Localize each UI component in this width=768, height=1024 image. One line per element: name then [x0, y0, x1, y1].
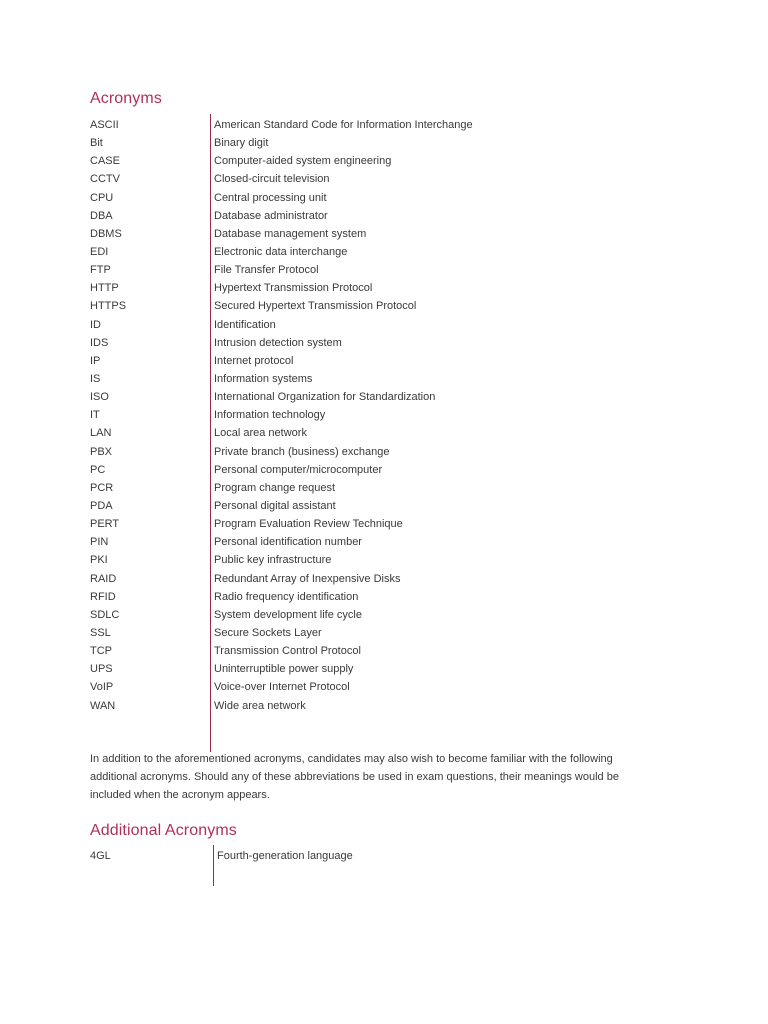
- acronym-abbreviation: CASE: [90, 155, 120, 168]
- acronym-definition: Information technology: [214, 409, 326, 422]
- acronym-row: [90, 847, 650, 865]
- acronyms-heading: Acronyms: [90, 90, 162, 107]
- acronym-definition: Closed-circuit television: [214, 173, 330, 186]
- acronym-definition: Database management system: [214, 227, 367, 240]
- acronym-definition: Database administrator: [214, 209, 328, 222]
- acronym-row: [90, 297, 650, 315]
- acronym-abbreviation: PC: [90, 463, 106, 476]
- acronym-row: [90, 624, 650, 642]
- additional-acronyms-table: [90, 847, 650, 865]
- acronym-row: [90, 170, 650, 188]
- acronym-definition: Program change request: [214, 481, 336, 494]
- acronyms-table: [90, 116, 650, 715]
- acronym-definition: Voice-over Internet Protocol: [214, 681, 350, 694]
- acronym-definition: Electronic data interchange: [214, 245, 348, 258]
- acronym-definition: Internet protocol: [214, 354, 294, 367]
- acronym-row: [90, 189, 650, 207]
- acronym-definition: Wide area network: [214, 699, 306, 712]
- acronym-definition: Fourth-generation language: [217, 850, 353, 862]
- acronym-abbreviation: EDI: [90, 245, 109, 258]
- additional-acronyms-intro-paragraph: In addition to the aforementioned acronyms, candidates may also wish to become familiar with the following additional acronyms. Should any of these abbreviations be used in exam questions, their meanings would be included when the acronym appears.: [90, 753, 619, 802]
- acronym-abbreviation: UPS: [90, 663, 113, 676]
- acronym-abbreviation: IT: [90, 409, 100, 422]
- acronym-abbreviation: IP: [90, 354, 101, 367]
- acronym-abbreviation: SSL: [90, 626, 111, 639]
- acronym-definition: American Standard Code for Information Interchange: [214, 119, 473, 131]
- acronym-definition: Personal identification number: [214, 536, 362, 549]
- acronym-row: [90, 551, 650, 569]
- acronym-abbreviation: LAN: [90, 427, 112, 440]
- acronym-abbreviation: ID: [90, 318, 101, 331]
- acronym-definition: Program Evaluation Review Technique: [214, 518, 403, 531]
- acronym-row: [90, 479, 650, 497]
- acronym-row: [90, 243, 650, 261]
- acronym-row: [90, 207, 650, 225]
- acronym-row: [90, 497, 650, 515]
- acronym-definition: File Transfer Protocol: [214, 264, 319, 277]
- additional-acronyms-heading: Additional Acronyms: [90, 822, 237, 839]
- acronym-definition: System development life cycle: [214, 608, 362, 621]
- acronym-row: [90, 642, 650, 660]
- acronym-definition: Identification: [214, 318, 276, 331]
- acronym-definition: Redundant Array of Inexpensive Disks: [214, 572, 401, 585]
- acronym-row: [90, 388, 650, 406]
- acronym-definition: Computer-aided system engineering: [214, 155, 392, 168]
- acronym-row: [90, 570, 650, 588]
- acronym-abbreviation: RAID: [90, 572, 117, 585]
- acronym-abbreviation: RFID: [90, 590, 116, 603]
- acronym-definition: Central processing unit: [214, 191, 327, 204]
- acronym-row: [90, 443, 650, 461]
- acronym-row: [90, 134, 650, 152]
- acronym-abbreviation: TCP: [90, 645, 112, 658]
- acronym-row: [90, 152, 650, 170]
- acronym-abbreviation: CCTV: [90, 173, 120, 186]
- acronym-abbreviation: PCR: [90, 481, 114, 494]
- acronym-row: [90, 678, 650, 696]
- acronym-row: [90, 697, 650, 715]
- acronym-abbreviation: HTTP: [90, 282, 119, 295]
- acronym-definition: Secured Hypertext Transmission Protocol: [214, 300, 417, 313]
- acronym-row: [90, 225, 650, 243]
- acronym-abbreviation: FTP: [90, 264, 111, 277]
- acronym-definition: Radio frequency identification: [214, 590, 359, 603]
- acronym-abbreviation: Bit: [90, 137, 103, 150]
- acronym-abbreviation: 4GL: [90, 850, 111, 862]
- acronym-row: [90, 316, 650, 334]
- acronym-abbreviation: PDA: [90, 499, 113, 512]
- acronym-row: [90, 424, 650, 442]
- acronym-row: [90, 515, 650, 533]
- acronym-row: [90, 588, 650, 606]
- acronym-definition: Hypertext Transmission Protocol: [214, 282, 373, 295]
- acronym-definition: Public key infrastructure: [214, 554, 332, 567]
- acronym-abbreviation: PERT: [90, 518, 120, 531]
- acronym-definition: Personal computer/microcomputer: [214, 463, 383, 476]
- acronym-definition: Private branch (business) exchange: [214, 445, 390, 458]
- acronym-definition: Uninterruptible power supply: [214, 663, 354, 676]
- acronym-row: [90, 606, 650, 624]
- acronym-row: [90, 352, 650, 370]
- acronym-definition: Intrusion detection system: [214, 336, 342, 349]
- acronym-definition: International Organization for Standardization: [214, 391, 436, 404]
- acronym-abbreviation: ISO: [90, 391, 109, 404]
- acronym-row: [90, 334, 650, 352]
- acronym-abbreviation: DBMS: [90, 227, 122, 240]
- acronym-definition: Binary digit: [214, 137, 269, 150]
- acronym-abbreviation: VoIP: [90, 681, 114, 694]
- acronym-row: [90, 370, 650, 388]
- acronym-row: [90, 279, 650, 297]
- acronym-row: [90, 660, 650, 678]
- acronym-abbreviation: PIN: [90, 536, 109, 549]
- acronym-abbreviation: SDLC: [90, 608, 120, 621]
- acronym-definition: Information systems: [214, 372, 313, 385]
- acronym-row: [90, 461, 650, 479]
- acronym-definition: Transmission Control Protocol: [214, 645, 361, 658]
- acronym-row: [90, 406, 650, 424]
- acronym-abbreviation: IDS: [90, 336, 109, 349]
- acronym-abbreviation: WAN: [90, 699, 116, 712]
- acronym-abbreviation: HTTPS: [90, 300, 127, 313]
- acronym-abbreviation: PBX: [90, 445, 113, 458]
- acronym-abbreviation: IS: [90, 372, 101, 385]
- acronym-abbreviation: CPU: [90, 191, 114, 204]
- acronym-abbreviation: ASCII: [90, 119, 119, 131]
- acronym-row: [90, 261, 650, 279]
- acronym-definition: Local area network: [214, 427, 307, 440]
- acronym-definition: Personal digital assistant: [214, 499, 336, 512]
- acronym-row: [90, 116, 650, 134]
- acronym-row: [90, 533, 650, 551]
- acronym-abbreviation: DBA: [90, 209, 113, 222]
- acronym-abbreviation: PKI: [90, 554, 108, 567]
- acronym-definition: Secure Sockets Layer: [214, 626, 322, 639]
